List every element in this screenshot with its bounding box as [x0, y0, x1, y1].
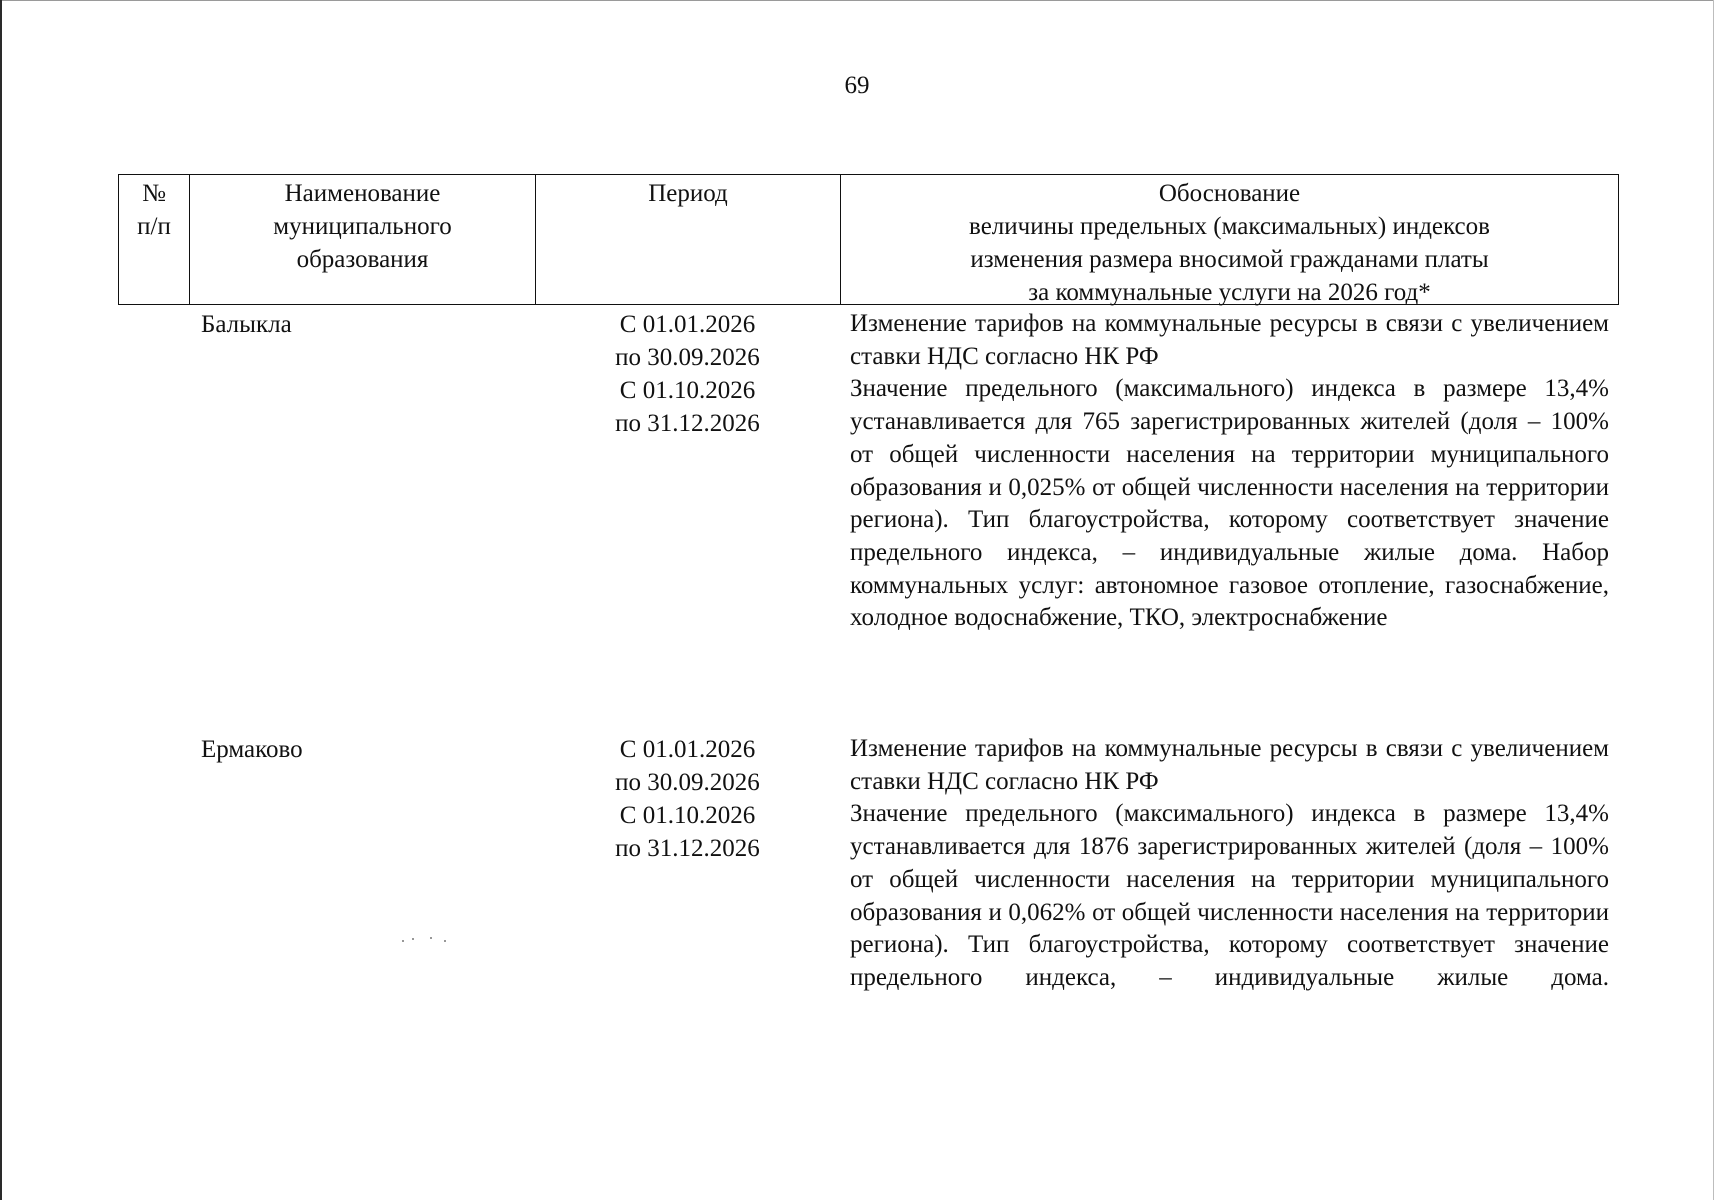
table-header: [118, 174, 1619, 305]
header-name-line: Наименование: [284, 180, 441, 207]
scan-speck: [444, 940, 446, 942]
justification-paragraph: Значение предельного (максимального) индекса в размере 13,4% устанавливается для 1876 зарегистрированных жителей (доля – 100% от общей численности населения на территории муниципального образования и 0,062% от общей численности населения на территории региона). Тип благоустройства, которому соответствует значение предельного индекса, – индивидуальные жилые дома.: [850, 800, 1609, 991]
header-justification-line: величины предельных (максимальных) индексов: [969, 213, 1490, 240]
header-number-line: п/п: [137, 213, 171, 240]
scan-speck: [412, 938, 414, 940]
municipality-name: Балыкла: [201, 311, 292, 338]
period-line: С 01.10.2026: [619, 802, 756, 829]
header-period-line: Период: [648, 180, 728, 207]
header-number-column: [119, 175, 190, 304]
header-justification-line: Обоснование: [1158, 180, 1301, 207]
period-line: С 01.10.2026: [619, 377, 756, 404]
header-justification-line: за коммунальные услуги на 2026 год*: [1028, 279, 1431, 306]
table-row: [118, 733, 1619, 1033]
period-line: по 30.09.2026: [615, 769, 760, 796]
period-line: по 31.12.2026: [615, 835, 760, 862]
header-name-line: образования: [296, 246, 429, 273]
header-name-line: муниципального: [273, 213, 452, 240]
period-line: по 31.12.2026: [615, 410, 760, 437]
justification-paragraph: Изменение тарифов на коммунальные ресурсы в связи с увеличением ставки НДС согласно НК РФ: [850, 735, 1609, 795]
period-line: С 01.01.2026: [619, 311, 756, 338]
period-cell: [535, 308, 840, 440]
scan-edge-top: [0, 0, 1714, 1]
justification-cell: [850, 308, 1609, 635]
header-justification-column: [841, 175, 1618, 304]
header-justification-line: изменения размера вносимой гражданами платы: [970, 246, 1489, 273]
period-cell: [535, 733, 840, 865]
municipality-name: Ермаково: [201, 736, 303, 763]
table-row: [118, 308, 1619, 708]
header-number-line: №: [142, 180, 166, 207]
scan-speck: [430, 937, 432, 939]
justification-paragraph: Значение предельного (максимального) индекса в размере 13,4% устанавливается для 765 зарегистрированных жителей (доля – 100% от общей численности населения на территории муниципального образования и 0,025% от общей численности населения на территории региона). Тип благоустройства, которому соответствует значение предельного индекса, – индивидуальные жилые дома. Набор коммунальных услуг: автономное газовое отопление, газоснабжение, холодное водоснабжение, ТКО, электроснабжение: [850, 375, 1609, 632]
header-period-column: [536, 175, 841, 304]
period-line: по 30.09.2026: [615, 344, 760, 371]
header-name-column: [190, 175, 536, 304]
scan-edge-left: [0, 0, 2, 1200]
period-line: С 01.01.2026: [619, 736, 756, 763]
justification-paragraph: Изменение тарифов на коммунальные ресурсы в связи с увеличением ставки НДС согласно НК РФ: [850, 310, 1609, 370]
scan-speck: [402, 940, 404, 942]
justification-cell: [850, 733, 1609, 995]
page-number: 69: [844, 72, 870, 99]
